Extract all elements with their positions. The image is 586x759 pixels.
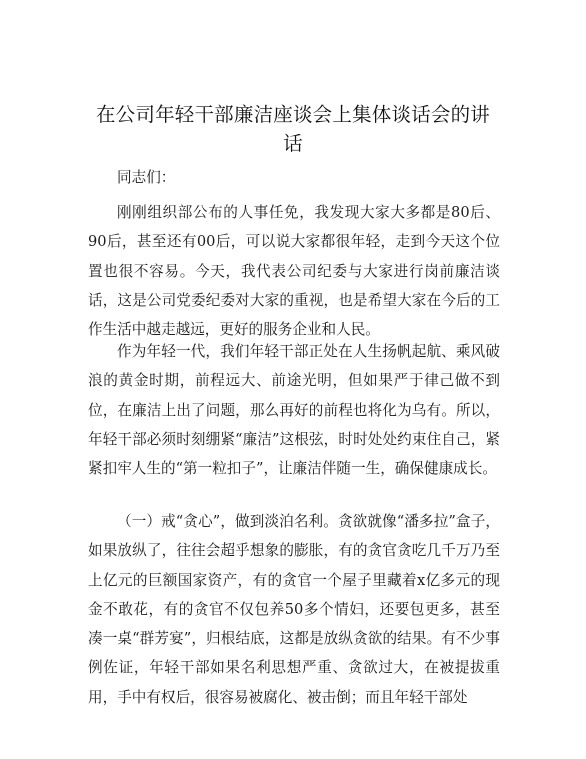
document-title: 在公司年轻干部廉洁座谈会上集体谈话会的讲话 [95,103,490,155]
paragraph-3: （一）戒“贪心”，做到淡泊名利。贪欲就像“潘多拉”盒子，如果放纵了，往往会超乎想象的膨胀，有的贪官贪吃几千万乃至上亿元的巨额国家资产，有的贪官一个屋子里藏着x亿多元的现金不敢花，有的贪官不仅包养50多个情妇，还要包更多，甚至凑一桌“群芳宴”，归根结底，这都是放纵贪欲的结果。有不少事例佐证，年轻干部如果名利思想严重、贪欲过大，在被提拔重用，手中有权后，很容易被腐化、被击倒；而且年轻干部处 [88,513,500,706]
paragraph-2: 作为年轻一代，我们年轻干部正处在人生扬帆起航、乘风破浪的黄金时期，前程远大、前途光明，但如果严于律己做不到位，在廉洁上出了问题，那么再好的前程也将化为乌有。所以，年轻干部必须时刻绷紧“廉洁”这根弦，时时处处约束住自己，紧紧扣牢人生的“第一粒扣子”，让廉洁伴随一生，确保健康成长。 [88,343,500,478]
salutation: 同志们： [117,169,176,186]
paragraph-1: 刚刚组织部公布的人事任免，我发现大家大多都是80后、90后，甚至还有00后，可以说大家都很年轻，走到今天这个位置也很不容易。今天，我代表公司纪委与大家进行岗前廉洁谈话，这是公司党委纪委对大家的重视，也是希望大家在今后的工作生活中越走越远，更好的服务企业和人民。 [88,204,500,339]
